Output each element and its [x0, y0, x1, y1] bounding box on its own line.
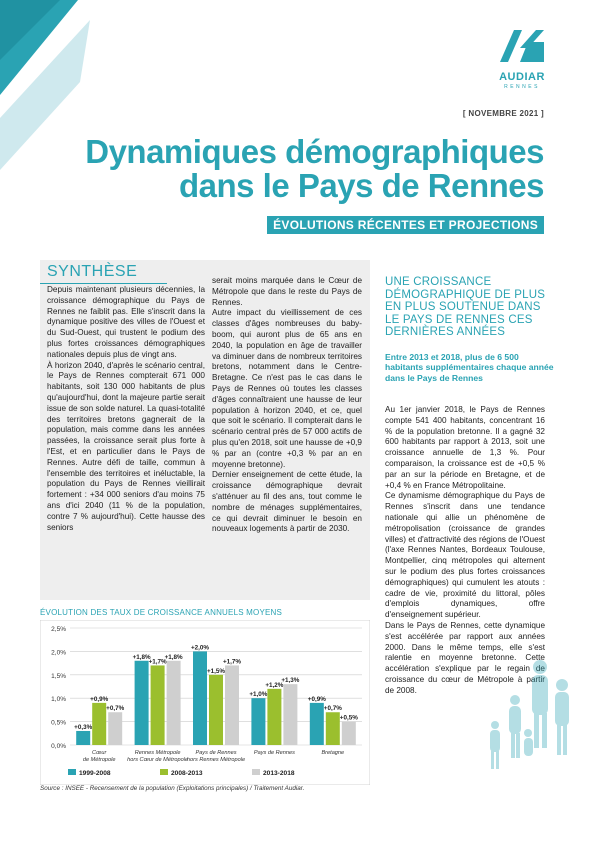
- logo-city: RENNES: [504, 84, 540, 90]
- legend-label: 2013-2018: [263, 770, 295, 777]
- section-subheading: Entre 2013 et 2018, plus de 6 500 habitants supplémentaires chaque année dans le Pays de Rennes: [385, 352, 554, 383]
- category-label: Cœur: [92, 750, 107, 756]
- bar: [108, 712, 122, 745]
- bar: [76, 731, 90, 745]
- category-label: de Métropole: [82, 757, 116, 763]
- data-label: +1,8%: [164, 653, 183, 661]
- data-label: +1,5%: [206, 667, 226, 675]
- legend-swatch: [252, 769, 260, 775]
- title-line-2: dans le Pays de Rennes: [178, 167, 544, 204]
- page-title: [40, 135, 544, 203]
- growth-rate-bar-chart: [40, 620, 370, 785]
- audiar-logo: [496, 28, 548, 90]
- data-label: +1,7%: [148, 658, 167, 666]
- synthese-paragraph: À horizon 2040, d'après le scénario central, le Pays de Rennes compterait 671 000 habitants, soit 130 000 habitants de plus qu'aujourd'hui, dont la majeure partie serait issue de son solde naturel. La quasi-totalité des territoires bretons gagnerait de la population, mais comme dans les années passées, la croissance serait plus forte à l'Est, et en particulier dans le Pays de Rennes. Autre défi de taille, commun à l'ensemble des territoires et inéluctable, la population du Pays de Rennes vieillirait fortement : +34 000 seniors d'au moins 75 ans d'ici 2040 (11 % de la population, contre 7 % aujourd'hui). Cette hausse des seniors: [47, 360, 205, 532]
- bar: [225, 665, 239, 745]
- synthese-paragraph: serait moins marquée dans le Cœur de Métropole que dans le reste du Pays de Rennes.: [212, 276, 362, 307]
- bar: [92, 703, 106, 745]
- data-label: +0,3%: [74, 723, 93, 731]
- y-tick-label: 0,0%: [51, 743, 66, 750]
- data-label: +1,2%: [265, 681, 284, 689]
- bar: [135, 661, 149, 745]
- data-label: +0,7%: [106, 705, 125, 713]
- legend-label: 2008-2013: [171, 770, 203, 777]
- page-subtitle: ÉVOLUTIONS RÉCENTES ET PROJECTIONS: [267, 216, 544, 234]
- legend-label: 1999-2008: [79, 770, 111, 777]
- people-silhouettes-illustration: [470, 655, 580, 775]
- y-tick-label: 0,5%: [51, 719, 66, 727]
- data-label: +2,0%: [190, 644, 210, 652]
- bar: [267, 689, 281, 745]
- body-paragraph: Ce dynamisme démographique du Pays de Rennes s'inscrit dans une tendance nationale qui allie un phénomène de métropolisation (croissance de grandes villes) et d'attractivité des régions de l'Ouest (l'axe Rennes Nantes, Bordeaux Toulouse, Montpellier, cinq métropoles qui alternent sur le podium des plus fortes croissances démographiques) qui cumulent les atouts : cadre de vie, proximité du littoral, pôles d'emplois dynamiques, offre d'enseignement supérieur.: [385, 491, 545, 620]
- category-label: hors Rennes Métropole: [186, 757, 246, 763]
- legend-swatch: [68, 769, 76, 775]
- logo-icon: [498, 28, 546, 64]
- section-heading: UNE CROISSANCE DÉMOGRAPHIQUE DE PLUS EN PLUS SOUTENUE DANS LE PAYS DE RENNES CES DERNIÈRES ANNÉES: [385, 276, 546, 338]
- synthese-title: SYNTHÈSE: [47, 263, 138, 280]
- title-line-1: Dynamiques démographiques: [85, 133, 544, 170]
- bar: [251, 698, 265, 745]
- y-tick-label: 2,0%: [51, 649, 66, 657]
- source-note: Source : INSEE - Recensement de la population (Exploitations principales) / Traitement Audiar.: [40, 785, 305, 792]
- logo-name: AUDIAR: [499, 71, 545, 83]
- synthese-underline: [40, 283, 167, 284]
- bar: [310, 703, 324, 745]
- publication-date: [ NOVEMBRE 2021 ]: [462, 109, 544, 118]
- data-label: +0,5%: [339, 714, 358, 722]
- y-tick-label: 1,0%: [51, 696, 66, 704]
- bar: [209, 675, 223, 745]
- data-label: +1,7%: [222, 658, 242, 666]
- y-tick-label: 1,5%: [51, 672, 66, 680]
- bar: [193, 651, 207, 745]
- legend-swatch: [160, 769, 168, 775]
- synthese-column-1: [47, 285, 205, 533]
- chart-title: ÉVOLUTION DES TAUX DE CROISSANCE ANNUELS MOYENS: [40, 608, 283, 617]
- data-label: +1,0%: [249, 691, 268, 699]
- section-body: [385, 405, 545, 697]
- data-label: +0,7%: [323, 705, 342, 713]
- data-label: +0,9%: [90, 695, 109, 703]
- synthese-paragraph: Depuis maintenant plusieurs décennies, la croissance démographique du Pays de Rennes ne faiblit pas. Elle s'inscrit dans la dynamique positive des villes de l'Ouest et du Sud-Ouest, qui trustent le podium des plus fortes croissances démographiques nationales depuis plus de vingt ans.: [47, 285, 205, 359]
- data-label: +1,3%: [281, 677, 300, 685]
- data-label: +0,9%: [307, 695, 326, 703]
- category-label: Pays de Rennes: [253, 750, 295, 756]
- synthese-column-2: [212, 276, 362, 535]
- synthese-paragraph: Dernier enseignement de cette étude, la croissance démographique devrait s'atténuer au fil des ans, tout comme le nombre de ménages supplémentaires, ce qui devrait diminuer le besoin en nouveaux logements à partir de 2030.: [212, 470, 362, 534]
- body-paragraph: Dans le Pays de Rennes, cette dynamique s'est accélérée par rapport aux années 2000. Dans le même temps, elle s'est ralentie en moyenne bretonne. Cette accélération s'explique par le regain de croissance du cœur de Métropole à partir de 2008.: [385, 620, 545, 695]
- bar: [326, 712, 340, 745]
- bar: [342, 722, 356, 745]
- category-label: Pays de Rennes: [195, 750, 237, 756]
- y-tick-label: 2,5%: [51, 626, 66, 633]
- body-paragraph: Au 1er janvier 2018, le Pays de Rennes compte 541 400 habitants, concentrant 16 % de la population bretonne. Il a gagné 32 600 habitants par rapport à 2013, soit une croissance annuelle de 1,3 %. Pour comparaison, la croissance est de +0,5 % par an sur la période en Bretagne, et de +0,4 % en France Métropolitaine.: [385, 405, 545, 490]
- synthese-paragraph: Autre impact du vieillissement de ces classes d'âges nombreuses du baby-boom, qui auront plus de 65 ans en 2040, la population en âge de travailler va diminuer dans de nombreux territoires bretons, notamment dans le Centre-Bretagne. Ce n'est pas le cas dans le Pays de Rennes où toutes les classes d'âges connaîtraient une hausse de leur population à horizon 2040, et ce, quel que soit le scénario. Il compterait dans le scénario central près de 57 000 actifs de plus qu'en 2018, soit une hausse de +0,9 % par an (contre +0,3 % par an en moyenne bretonne).: [212, 308, 362, 469]
- bar: [167, 661, 181, 745]
- category-label: Rennes Métropole: [134, 750, 181, 756]
- data-label: +1,8%: [132, 653, 151, 661]
- category-label: hors Cœur de Métropole: [127, 757, 189, 763]
- category-label: Bretagne: [321, 750, 345, 756]
- bar: [283, 684, 297, 745]
- bar: [151, 665, 165, 745]
